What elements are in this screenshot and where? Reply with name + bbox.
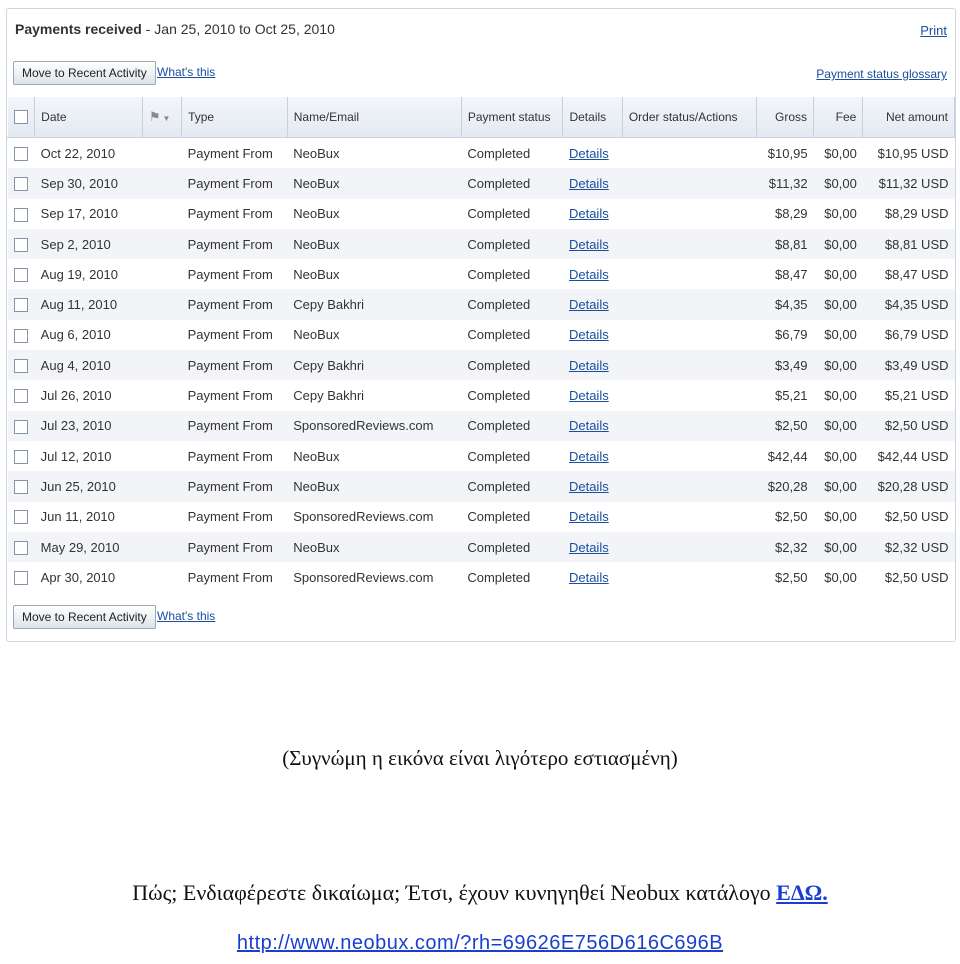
row-select-cell	[8, 380, 35, 410]
cell-details	[563, 350, 622, 380]
row-checkbox[interactable]	[14, 541, 28, 555]
payments-table	[7, 97, 955, 592]
table-row	[8, 259, 955, 289]
cell-flag	[142, 502, 181, 532]
select-all-header	[8, 97, 35, 138]
col-order-status: Order status/Actions	[622, 97, 756, 138]
cell-status: Completed	[467, 388, 531, 404]
table-row	[8, 229, 955, 259]
row-checkbox[interactable]	[14, 389, 28, 403]
cell-gross: $11,32	[756, 168, 813, 198]
cell-order-status	[622, 502, 756, 532]
cell-net: $8,47 USD	[884, 266, 949, 282]
cell-status: Completed	[467, 206, 531, 222]
row-select-cell	[8, 138, 35, 169]
move-to-recent-activity-button-bottom[interactable]: Move to Recent Activity	[13, 605, 156, 629]
cell-order-status	[622, 411, 756, 441]
col-name-email[interactable]: Name/Email	[287, 97, 461, 138]
row-checkbox[interactable]	[14, 510, 28, 524]
cell-date: Jul 12, 2010	[40, 448, 112, 464]
cell-name: Cepy Bakhri	[293, 388, 365, 404]
cell-status: Completed	[461, 289, 563, 319]
col-type[interactable]: Type	[182, 97, 288, 138]
cell-order-status	[622, 532, 756, 562]
cell-type: Payment From	[182, 411, 288, 441]
details-link[interactable]: Details	[568, 509, 609, 525]
cell-type: Payment From	[187, 569, 273, 585]
table-row	[8, 199, 955, 229]
cell-gross: $8,29	[775, 206, 808, 222]
cell-net: $5,21 USD	[884, 388, 949, 404]
cell-type: Payment From	[187, 327, 273, 343]
cell-flag	[142, 138, 181, 169]
row-select-cell	[8, 199, 35, 229]
row-checkbox[interactable]	[14, 238, 28, 252]
cell-date: Jul 26, 2010	[40, 388, 112, 404]
table-row	[8, 168, 955, 198]
cell-details	[563, 502, 622, 532]
cell-date: Jun 25, 2010	[35, 471, 143, 501]
payment-status-glossary-link[interactable]: Payment status glossary	[816, 67, 947, 81]
image-caption: (Συγνώμη η εικόνα είναι λιγότερο εστιασμένη)	[282, 746, 678, 770]
cell-fee: $0,00	[824, 569, 857, 585]
cell-details	[563, 471, 622, 501]
whats-this-link-top[interactable]: What's this	[157, 65, 216, 79]
cell-date: Aug 4, 2010	[35, 350, 143, 380]
cell-name: SponsoredReviews.com	[293, 509, 434, 525]
cell-status: Completed	[467, 569, 531, 585]
paragraph-text: Πώς; Ενδιαφέρεστε δικαίωμα; Έτσι, έχουν κυνηγηθεί Neobux κατάλογο	[132, 880, 777, 905]
cell-type: Payment From	[182, 168, 288, 198]
cell-status: Completed	[467, 266, 531, 282]
cell-date: Jul 23, 2010	[35, 411, 143, 441]
cell-order-status	[622, 320, 756, 350]
cell-fee: $0,00	[824, 448, 857, 464]
cell-details	[563, 138, 622, 169]
cell-gross: $5,21	[775, 388, 808, 404]
cell-fee: $0,00	[814, 168, 863, 198]
cell-type: Payment From	[187, 206, 273, 222]
col-fee[interactable]: Fee	[814, 97, 863, 138]
cell-details	[563, 562, 622, 592]
cell-order-status	[622, 441, 756, 471]
details-link[interactable]: Details	[568, 175, 609, 191]
table-row	[8, 532, 955, 562]
cell-net: $4,35 USD	[863, 289, 955, 319]
details-link[interactable]: Details	[568, 145, 609, 161]
cell-gross: $8,81	[756, 229, 813, 259]
cell-order-status	[622, 562, 756, 592]
paragraph	[0, 880, 960, 906]
cell-status: Completed	[461, 350, 563, 380]
row-select-cell	[8, 289, 35, 319]
details-link[interactable]: Details	[568, 478, 609, 494]
flag-icon: ⚑	[148, 109, 161, 124]
cell-net: $42,44 USD	[877, 448, 949, 464]
table-row	[8, 320, 955, 350]
cell-gross: $3,49	[756, 350, 813, 380]
table-row	[8, 289, 955, 319]
cell-flag	[142, 562, 181, 592]
cell-order-status	[622, 138, 756, 169]
cell-details	[563, 168, 622, 198]
cell-net: $2,50 USD	[884, 569, 949, 585]
referral-url-link[interactable]: http://www.neobux.com/?rh=69626E756D616C696B	[236, 932, 724, 954]
cell-date: Oct 22, 2010	[40, 145, 116, 161]
cell-date: Aug 19, 2010	[40, 266, 119, 282]
row-select-cell	[8, 562, 35, 592]
cell-details	[563, 229, 622, 259]
select-all-checkbox[interactable]	[14, 110, 28, 124]
row-checkbox[interactable]	[14, 359, 28, 373]
col-net-amount[interactable]: Net amount	[863, 97, 955, 138]
cell-name: Cepy Bakhri	[287, 350, 461, 380]
cell-fee: $0,00	[814, 289, 863, 319]
row-checkbox[interactable]	[14, 208, 28, 222]
cell-date: Sep 2, 2010	[35, 229, 143, 259]
cell-details	[563, 289, 622, 319]
row-select-cell	[8, 320, 35, 350]
cell-name: NeoBux	[287, 229, 461, 259]
cell-order-status	[622, 259, 756, 289]
row-select-cell	[8, 411, 35, 441]
cell-flag	[142, 350, 181, 380]
col-gross[interactable]: Gross	[756, 97, 813, 138]
table-row	[8, 471, 955, 501]
cell-type: Payment From	[182, 289, 288, 319]
details-link[interactable]: Details	[568, 569, 609, 585]
move-to-recent-activity-button-top[interactable]: Move to Recent Activity	[13, 61, 156, 85]
cell-gross: $2,50	[775, 569, 808, 585]
cell-details	[563, 199, 622, 229]
cell-details	[563, 259, 622, 289]
details-link[interactable]: Details	[568, 388, 609, 404]
row-checkbox[interactable]	[14, 147, 28, 161]
table-row	[8, 138, 955, 169]
cell-net: $2,50 USD	[863, 411, 955, 441]
cell-gross: $20,28	[756, 471, 813, 501]
cell-flag	[142, 259, 181, 289]
cell-status: Completed	[467, 448, 531, 464]
col-date[interactable]: Date	[35, 97, 143, 138]
cell-name: SponsoredReviews.com	[287, 411, 461, 441]
cell-net: $8,29 USD	[884, 206, 949, 222]
cell-gross: $2,32	[756, 532, 813, 562]
cell-fee: $0,00	[824, 509, 857, 525]
cell-order-status	[622, 289, 756, 319]
details-link[interactable]: Details	[568, 206, 609, 222]
cell-name: SponsoredReviews.com	[293, 569, 434, 585]
cell-type: Payment From	[182, 471, 288, 501]
cell-type: Payment From	[182, 229, 288, 259]
cell-date: Sep 17, 2010	[40, 206, 119, 222]
cell-fee: $0,00	[824, 266, 857, 282]
cell-fee: $0,00	[814, 471, 863, 501]
cell-net: $10,95 USD	[877, 145, 949, 161]
row-select-cell	[8, 502, 35, 532]
cell-date: May 29, 2010	[35, 532, 143, 562]
cell-flag	[142, 320, 181, 350]
cell-name: NeoBux	[287, 532, 461, 562]
cell-status: Completed	[461, 471, 563, 501]
cell-date: Aug 6, 2010	[40, 327, 111, 343]
cell-gross: $6,79	[775, 327, 808, 343]
cell-gross: $42,44	[767, 448, 808, 464]
cell-net: $20,28 USD	[863, 471, 955, 501]
cell-date: Apr 30, 2010	[40, 569, 116, 585]
cell-gross: $8,47	[775, 266, 808, 282]
col-payment-status[interactable]: Payment status	[461, 97, 563, 138]
cell-order-status	[622, 350, 756, 380]
cell-name: NeoBux	[287, 471, 461, 501]
details-link[interactable]: Details	[568, 297, 609, 313]
details-link[interactable]: Details	[568, 357, 609, 373]
row-select-cell	[8, 441, 35, 471]
table-row	[8, 502, 955, 532]
cell-order-status	[622, 168, 756, 198]
row-select-cell	[8, 229, 35, 259]
cell-gross: $2,50	[775, 509, 808, 525]
cell-fee: $0,00	[824, 388, 857, 404]
cell-net: $3,49 USD	[863, 350, 955, 380]
cell-name: NeoBux	[293, 266, 340, 282]
cell-name: NeoBux	[293, 448, 340, 464]
cell-gross: $10,95	[767, 145, 808, 161]
row-select-cell	[8, 471, 35, 501]
cell-type: Payment From	[187, 509, 273, 525]
cell-flag	[142, 441, 181, 471]
cell-details	[563, 320, 622, 350]
cell-order-status	[622, 380, 756, 410]
cell-details	[563, 441, 622, 471]
cell-type: Payment From	[182, 532, 288, 562]
cell-fee: $0,00	[814, 229, 863, 259]
cell-flag	[142, 380, 181, 410]
row-select-cell	[8, 259, 35, 289]
print-link[interactable]: Print	[920, 23, 947, 38]
cell-name: NeoBux	[293, 327, 340, 343]
cell-type: Payment From	[187, 145, 273, 161]
cell-net: $2,32 USD	[863, 532, 955, 562]
col-details: Details	[563, 97, 622, 138]
cell-name: Cepy Bakhri	[287, 289, 461, 319]
row-select-cell	[8, 350, 35, 380]
cell-net: $6,79 USD	[884, 327, 949, 343]
cell-date: Aug 11, 2010	[35, 289, 143, 319]
cell-status: Completed	[467, 145, 531, 161]
here-link[interactable]: ΕΔΩ.	[776, 880, 828, 905]
cell-details	[563, 380, 622, 410]
cell-date: Jun 11, 2010	[40, 509, 115, 525]
table-row	[8, 441, 955, 471]
cell-gross: $2,50	[756, 411, 813, 441]
table-body	[8, 138, 955, 593]
cell-order-status	[622, 199, 756, 229]
cell-flag	[142, 229, 181, 259]
cell-status: Completed	[461, 229, 563, 259]
cell-status: Completed	[461, 168, 563, 198]
cell-date: Sep 30, 2010	[35, 168, 143, 198]
col-flag[interactable]	[142, 97, 181, 138]
cell-status: Completed	[461, 411, 563, 441]
details-link[interactable]: Details	[568, 236, 609, 252]
cell-fee: $0,00	[824, 206, 857, 222]
cell-flag	[142, 411, 181, 441]
cell-gross: $4,35	[756, 289, 813, 319]
cell-flag	[142, 289, 181, 319]
row-checkbox[interactable]	[14, 329, 28, 343]
table-row	[8, 380, 955, 410]
row-checkbox[interactable]	[14, 571, 28, 585]
row-select-cell	[8, 168, 35, 198]
chevron-down-icon: ▼	[162, 114, 171, 123]
cell-order-status	[622, 471, 756, 501]
cell-details	[563, 411, 622, 441]
payments-panel	[6, 8, 956, 642]
cell-flag	[142, 532, 181, 562]
row-checkbox[interactable]	[14, 268, 28, 282]
cell-net: $11,32 USD	[863, 168, 955, 198]
cell-fee: $0,00	[824, 327, 857, 343]
details-link[interactable]: Details	[568, 448, 609, 464]
table-row	[8, 411, 955, 441]
page-title: Payments received - Jan 25, 2010 to Oct 25, 2010	[15, 21, 335, 37]
cell-flag	[142, 199, 181, 229]
table-header	[8, 97, 955, 138]
whats-this-link-bottom[interactable]: What's this	[157, 609, 216, 623]
cell-details	[563, 532, 622, 562]
details-link[interactable]: Details	[568, 539, 609, 555]
cell-name: NeoBux	[293, 145, 340, 161]
cell-status: Completed	[467, 327, 531, 343]
details-link[interactable]: Details	[568, 266, 609, 282]
cell-flag	[142, 471, 181, 501]
cell-status: Completed	[461, 532, 563, 562]
row-checkbox[interactable]	[14, 298, 28, 312]
cell-status: Completed	[467, 509, 531, 525]
row-checkbox[interactable]	[14, 177, 28, 191]
cell-net: $2,50 USD	[884, 509, 949, 525]
details-link[interactable]: Details	[568, 327, 609, 343]
cell-fee: $0,00	[814, 411, 863, 441]
table-row	[8, 350, 955, 380]
row-select-cell	[8, 532, 35, 562]
cell-net: $8,81 USD	[863, 229, 955, 259]
details-link[interactable]: Details	[568, 418, 609, 434]
cell-fee: $0,00	[814, 350, 863, 380]
cell-order-status	[622, 229, 756, 259]
cell-name: NeoBux	[287, 168, 461, 198]
cell-fee: $0,00	[814, 532, 863, 562]
row-checkbox[interactable]	[14, 420, 28, 434]
cell-type: Payment From	[182, 350, 288, 380]
cell-type: Payment From	[187, 448, 273, 464]
cell-name: NeoBux	[293, 206, 340, 222]
cell-flag	[142, 168, 181, 198]
cell-type: Payment From	[187, 266, 273, 282]
cell-type: Payment From	[187, 388, 273, 404]
table-row	[8, 562, 955, 592]
row-checkbox[interactable]	[14, 480, 28, 494]
row-checkbox[interactable]	[14, 450, 28, 464]
cell-fee: $0,00	[824, 145, 857, 161]
